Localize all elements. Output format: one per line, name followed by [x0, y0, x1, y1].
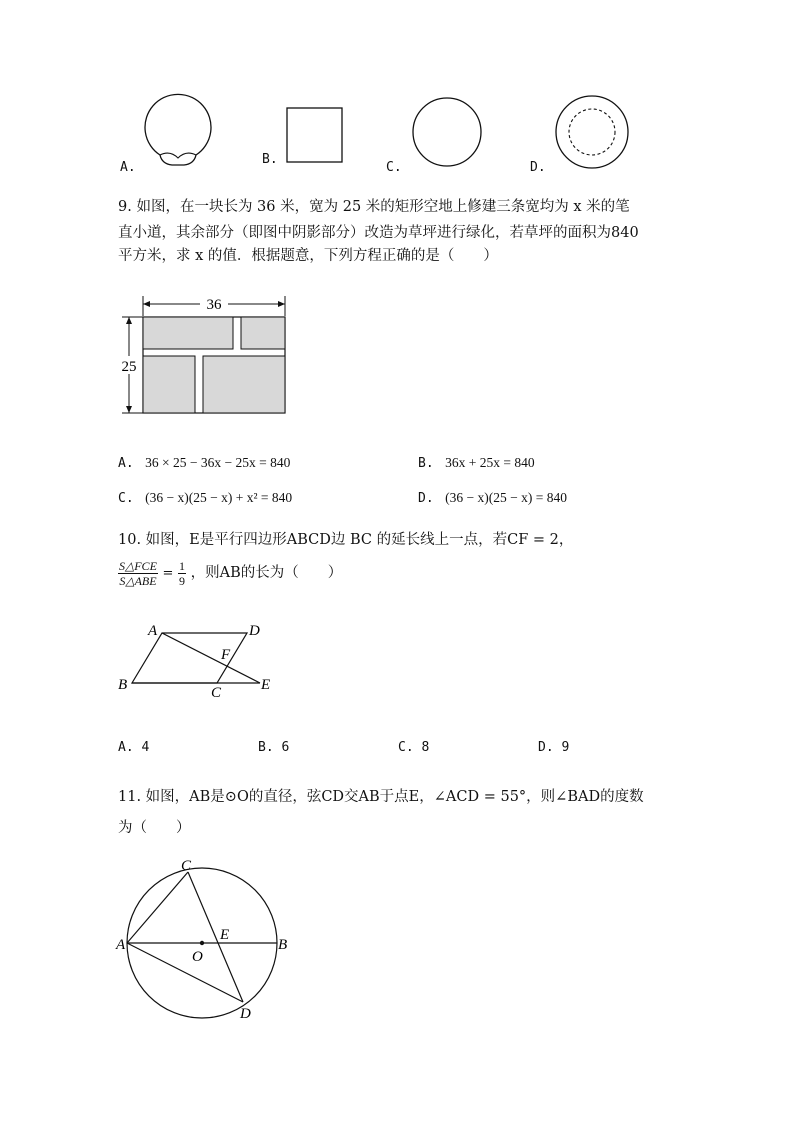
point-d-label: D [240, 1006, 251, 1022]
q11-line-2: 为（ ） [118, 820, 191, 836]
point-a-label: A [148, 623, 158, 639]
q9-line-3: 平方米，求 x 的值．根据题意，下列方程正确的是（ ） [118, 248, 498, 264]
q10-option-d-value: 9 [561, 740, 570, 755]
q9-option-d-letter: D. [418, 491, 434, 506]
q10-option-c[interactable] [398, 740, 429, 755]
q9-option-a[interactable] [118, 455, 290, 472]
q8-option-c-label: C. [386, 160, 402, 175]
q9-line-1: 9. 如图，在一块长为 36 米，宽为 25 米的矩形空地上修建三条宽均为 x 米的笔 [118, 199, 630, 215]
q8-figure-b [287, 108, 342, 162]
point-f-label: F [221, 647, 231, 663]
q10-option-c-value: 8 [421, 740, 430, 755]
q10-option-a-value: 4 [141, 740, 150, 755]
point-c-label: C [211, 685, 222, 700]
q10-option-a-letter: A. [118, 740, 134, 755]
q8-option-a-label: A. [120, 160, 136, 175]
q10-ratio-value [178, 559, 186, 588]
q10-frac2-numerator: 1 [179, 558, 186, 573]
q8-option-d-label: D. [530, 160, 546, 175]
q9-option-d-expr: (36 − x)(25 − x) = 840 [445, 490, 567, 505]
q10-option-c-letter: C. [398, 740, 414, 755]
q9-option-a-letter: A. [118, 456, 134, 471]
q9-option-a-expr: 36 × 25 − 36x − 25x = 840 [145, 455, 291, 470]
q9-line-2: 直小道，其余部分（即图中阴影部分）改造为草坪进行绿化，若草坪的面积为840 [118, 225, 639, 241]
q9-option-d[interactable] [418, 490, 567, 507]
q8-figure-d [556, 96, 628, 168]
q9-option-c-letter: C. [118, 491, 134, 506]
q9-option-c[interactable] [118, 490, 292, 507]
point-c-label: C [181, 858, 192, 874]
point-b-label: B [118, 677, 128, 693]
q9-option-b-expr: 36x + 25x = 840 [445, 455, 535, 470]
q8-figure-a [145, 94, 211, 165]
point-b-label: B [278, 937, 288, 953]
q10-figure [110, 615, 290, 700]
q10-frac-denominator: S△ABE [119, 573, 157, 588]
q10-option-d-letter: D. [538, 740, 554, 755]
q10-option-d[interactable] [538, 740, 569, 755]
point-d-label: D [249, 623, 260, 639]
q10-option-b[interactable] [258, 740, 289, 755]
q9-figure [110, 290, 300, 425]
q8-figure-c [413, 98, 481, 166]
q11-line-1: 11. 如图，AB是⊙O的直径，弦CD交AB于点E，∠ACD = 55°，则∠BAD的度数 [118, 789, 644, 805]
q10-option-b-letter: B. [258, 740, 274, 755]
q9-option-b[interactable] [418, 455, 535, 472]
q10-option-b-value: 6 [281, 740, 290, 755]
point-a-label: A [116, 937, 126, 953]
q8-options [0, 90, 794, 180]
q10-question-tail: ，则AB的长为（ ） [190, 565, 343, 581]
point-e-label: E [261, 677, 271, 693]
q10-frac2-denominator: 9 [179, 573, 186, 588]
q10-frac-numerator: S△FCE [119, 558, 157, 573]
q10-area-ratio [118, 559, 158, 588]
q10-equals: = [162, 566, 174, 581]
q10-option-a[interactable] [118, 740, 149, 755]
q9-height-label: 25 [121, 359, 137, 375]
q11-figure [110, 855, 310, 1025]
q9-option-c-expr: (36 − x)(25 − x) + x² = 840 [145, 490, 293, 505]
q9-width-label: 36 [206, 297, 222, 313]
q10-line-1: 10. 如图，E是平行四边形ABCD边 BC 的延长线上一点，若CF = 2， [118, 532, 574, 548]
q9-option-b-letter: B. [418, 456, 434, 471]
point-o-label: O [192, 949, 203, 965]
q8-option-b-label: B. [262, 152, 278, 167]
point-e-label: E [220, 927, 230, 943]
q10-line-2 [118, 556, 342, 591]
